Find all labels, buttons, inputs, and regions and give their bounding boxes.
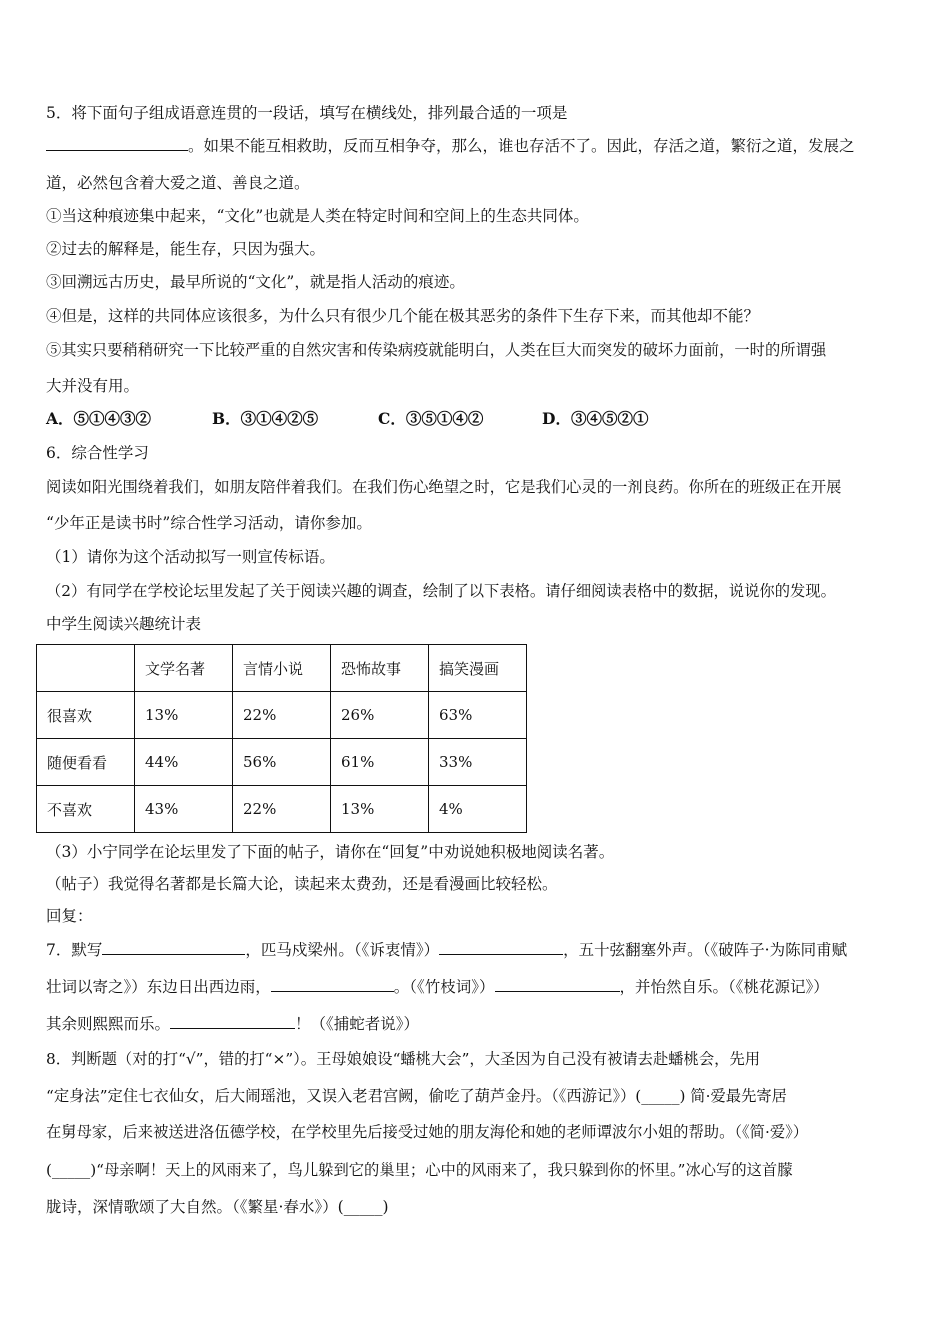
q6-post: （帖子）我觉得名著都是长篇大论，读起来太费劲，还是看漫画比较轻松。 <box>46 875 558 893</box>
q5-option-c[interactable]: C．③⑤①④② <box>378 409 484 428</box>
q7-text: ，并怡然自乐。（《桃花源记》） <box>619 978 829 996</box>
q6-reply-label: 回复： <box>46 907 93 925</box>
q5-answer-blank[interactable] <box>46 136 188 151</box>
q7-text: 壮词以寄之》）东边日出西边雨， <box>46 978 271 996</box>
q8-line-1: 8．判断题（对的打“√”，错的打“×”）。王母娘娘设“蟠桃大会”，大圣因为自己没有被请去赴蟠桃会，先用 <box>46 1050 761 1068</box>
table-cell: 不喜欢 <box>37 786 135 833</box>
q7-blank-3[interactable] <box>271 977 394 992</box>
q5-sentence-1: ①当这种痕迹集中起来，“文化”也就是人类在特定时间和空间上的生态共同体。 <box>46 207 589 225</box>
table-cell: 61% <box>331 739 429 786</box>
q7-line-2 <box>46 977 908 997</box>
table-header-cell <box>37 645 135 692</box>
table-cell: 4% <box>429 786 527 833</box>
q7-line-1 <box>46 940 908 960</box>
table-row <box>37 739 527 786</box>
q6-title: 6．综合性学习 <box>46 444 149 462</box>
reading-interest-table <box>36 644 527 833</box>
q6-intro-2: “少年正是读书时”综合性学习活动，请你参加。 <box>46 514 372 532</box>
q5-line2 <box>46 136 908 156</box>
table-cell: 56% <box>233 739 331 786</box>
q5-sentence-5b: 大并没有用。 <box>46 377 140 395</box>
table-cell: 33% <box>429 739 527 786</box>
q7-line-3 <box>46 1014 908 1034</box>
q5-option-b[interactable]: B．③①④②⑤ <box>212 409 319 428</box>
table-cell: 13% <box>135 692 233 739</box>
q5-sentence-5a: ⑤其实只要稍稍研究一下比较严重的自然灾害和传染病疫就能明白，人类在巨大而突发的破坏力面前，一时的所谓强 <box>46 341 827 359</box>
q6-table-title: 中学生阅读兴趣统计表 <box>46 615 202 633</box>
table-cell: 很喜欢 <box>37 692 135 739</box>
q5-option-a[interactable]: A．⑤①④③② <box>46 409 152 428</box>
q7-blank-4[interactable] <box>495 977 620 992</box>
q6-part-3: （3）小宁同学在论坛里发了下面的帖子，请你在“回复”中劝说她积极地阅读名著。 <box>46 843 615 861</box>
q5-sentence-4: ④但是，这样的共同体应该很多，为什么只有很少几个能在极其恶劣的条件下生存下来，而其他却不能？ <box>46 307 760 325</box>
table-cell: 26% <box>331 692 429 739</box>
q5-stem: 5．将下面句子组成语意连贯的一段话，填写在横线处，排列最合适的一项是 <box>46 104 568 122</box>
table-row <box>37 692 527 739</box>
table-cell: 13% <box>331 786 429 833</box>
q7-text: ，五十弦翻塞外声。（《破阵子·为陈同甫赋 <box>563 941 848 959</box>
q5-option-d[interactable]: D．③④⑤②① <box>542 409 649 428</box>
table-row <box>37 786 527 833</box>
q7-text: ，匹马戍梁州。（《诉衷情》） <box>245 941 440 959</box>
table-cell: 22% <box>233 786 331 833</box>
q5-sentence-3: ③回溯远古历史，最早所说的“文化”，就是指人活动的痕迹。 <box>46 273 465 291</box>
q7-text: 7．默写 <box>46 941 103 959</box>
q5-sentence-2: ②过去的解释是，能生存，只因为强大。 <box>46 240 326 258</box>
q7-text: 。（《竹枝词》） <box>393 978 495 996</box>
q8-line-4: (_____)“母亲啊！天上的风雨来了，鸟儿躲到它的巢里；心中的风雨来了，我只躲到你的怀里。”冰心写的这首朦 <box>46 1161 793 1179</box>
q6-intro-1: 阅读如阳光围绕着我们，如朋友陪伴着我们。在我们伤心绝望之时，它是我们心灵的一剂良药。你所在的班级正在开展 <box>46 478 842 496</box>
table-cell: 22% <box>233 692 331 739</box>
q8-line-3: 在舅母家，后来被送进洛伍德学校，在学校里先后接受过她的朋友海伦和她的老师谭波尔小姐的帮助。（《简·爱》） <box>46 1123 809 1141</box>
q7-blank-2[interactable] <box>439 940 563 955</box>
table-cell: 44% <box>135 739 233 786</box>
q7-blank-5[interactable] <box>170 1014 295 1029</box>
table-header-cell: 文学名著 <box>135 645 233 692</box>
q5-line2-text: 。如果不能互相救助，反而互相争夺，那么，谁也存活不了。因此，存活之道，繁衍之道，发展之 <box>188 137 855 155</box>
table-header-row <box>37 645 527 692</box>
table-header-cell: 恐怖故事 <box>331 645 429 692</box>
q8-line-2: “定身法”定住七衣仙女，后大闹瑶池，又误入老君宫阙，偷吃了葫芦金丹。（《西游记》）(_____) 简·爱最先寄居 <box>46 1087 787 1105</box>
table-cell: 43% <box>135 786 233 833</box>
table-cell: 随便看看 <box>37 739 135 786</box>
table-cell: 63% <box>429 692 527 739</box>
q6-part-1: （1）请你为这个活动拟写一则宣传标语。 <box>46 548 335 566</box>
q7-text: ！（《捕蛇者说》） <box>295 1015 420 1033</box>
table-header-cell: 言情小说 <box>233 645 331 692</box>
table-header-cell: 搞笑漫画 <box>429 645 527 692</box>
q5-line3: 道，必然包含着大爱之道、善良之道。 <box>46 174 310 192</box>
q7-text: 其余则熙熙而乐。 <box>46 1015 171 1033</box>
q6-part-2: （2）有同学在学校论坛里发起了关于阅读兴趣的调查，绘制了以下表格。请仔细阅读表格中的数据，说说你的发现。 <box>46 582 836 600</box>
q8-line-5: 胧诗，深情歌颂了大自然。（《繁星·春水》）(_____) <box>46 1198 389 1216</box>
q7-blank-1[interactable] <box>102 940 245 955</box>
